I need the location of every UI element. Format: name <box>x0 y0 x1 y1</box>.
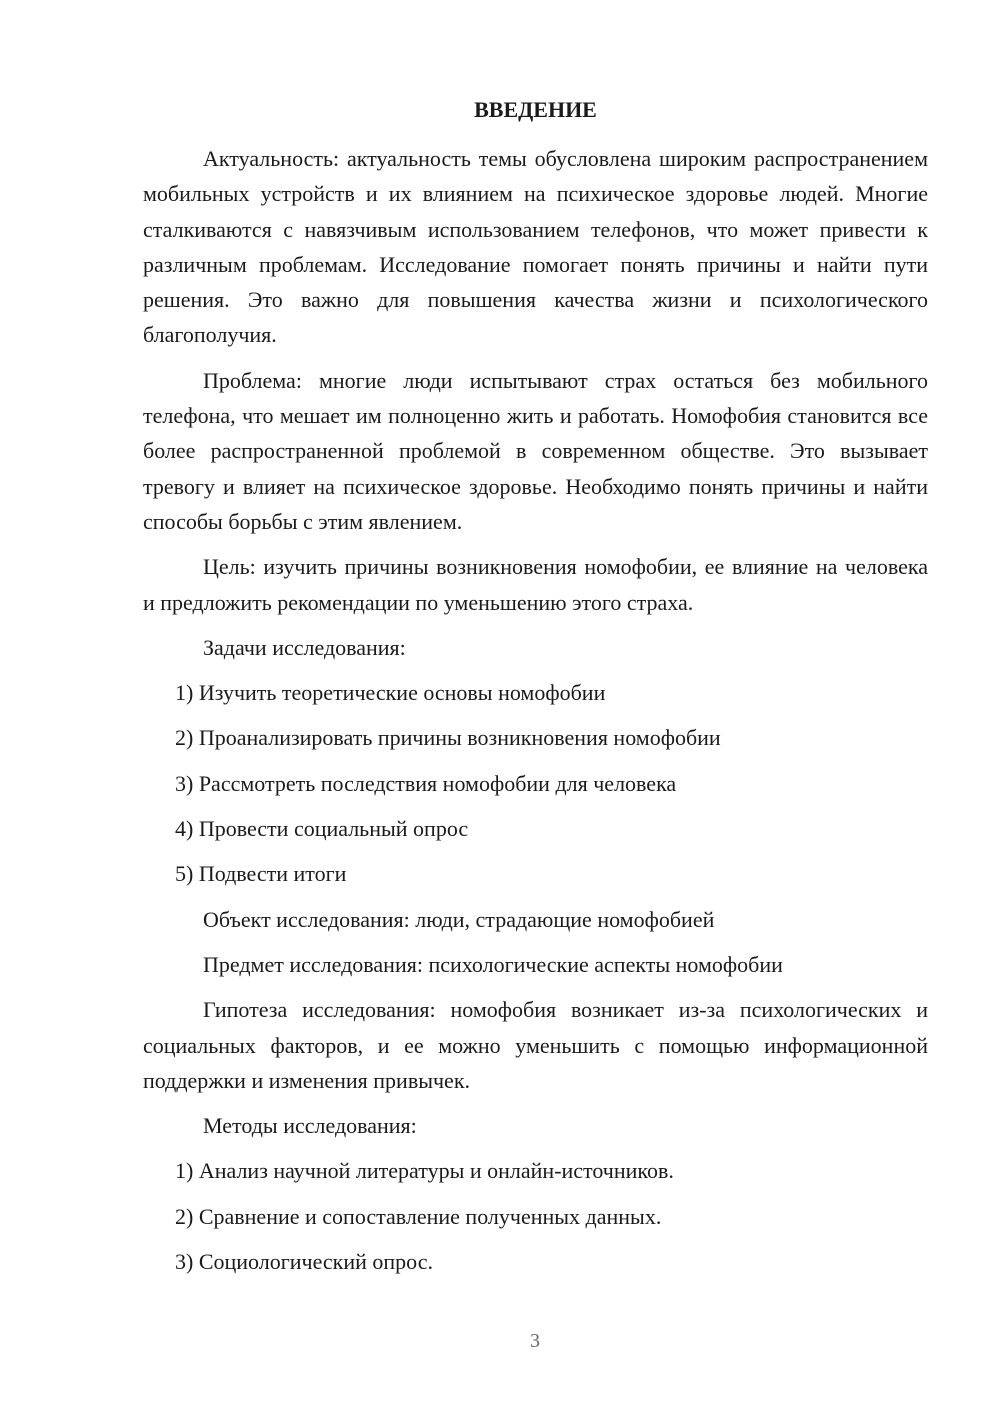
task-item: 3) Рассмотреть последствия номофобии для человека <box>175 770 677 796</box>
object-line: Объект исследования: люди, страдающие номофобией <box>203 906 715 932</box>
page-title: ВВЕДЕНИЕ <box>474 97 597 122</box>
page-number: 3 <box>530 1330 540 1352</box>
relevance-paragraph: Актуальность: актуальность темы обусловлена широким распространением мобильных устройств и их влиянием на психическое здоровье людей. Многие сталкиваются с навязчивым использованием телефонов, что может привести к различным проблемам. Исследование помогает понять причины и найти пути решения. Это важно для повышения качества жизни и психологического благополучия. <box>143 146 928 348</box>
task-item: 1) Изучить теоретические основы номофобии <box>175 680 606 706</box>
methods-heading: Методы исследования: <box>203 1113 417 1139</box>
method-item: 2) Сравнение и сопоставление полученных данных. <box>175 1203 662 1229</box>
document-page <box>143 92 928 1289</box>
goal-paragraph: Цель: изучить причины возникновения номофобии, ее влияние на человека и предложить рекомендации по уменьшению этого страха. <box>143 554 928 615</box>
task-item: 2) Проанализировать причины возникновения номофобии <box>175 725 721 751</box>
method-item: 1) Анализ научной литературы и онлайн-источников. <box>175 1158 674 1184</box>
task-item: 4) Провести социальный опрос <box>175 816 469 842</box>
method-item: 3) Социологический опрос. <box>175 1249 433 1275</box>
problem-paragraph: Проблема: многие люди испытывают страх остаться без мобильного телефона, что мешает им полноценно жить и работать. Номофобия становится все более распространенной проблемой в современном обществе. Это вызывает тревогу и влияет на психическое здоровье. Необходимо понять причины и найти способы борьбы с этим явлением. <box>143 367 928 534</box>
task-item: 5) Подвести итоги <box>175 861 347 887</box>
tasks-heading: Задачи исследования: <box>203 634 406 660</box>
hypothesis-paragraph: Гипотеза исследования: номофобия возникает из-за психологических и социальных факторов, и ее можно уменьшить с помощью информационной поддержки и изменения привычек. <box>143 997 928 1093</box>
subject-line: Предмет исследования: психологические аспекты номофобии <box>203 951 783 977</box>
